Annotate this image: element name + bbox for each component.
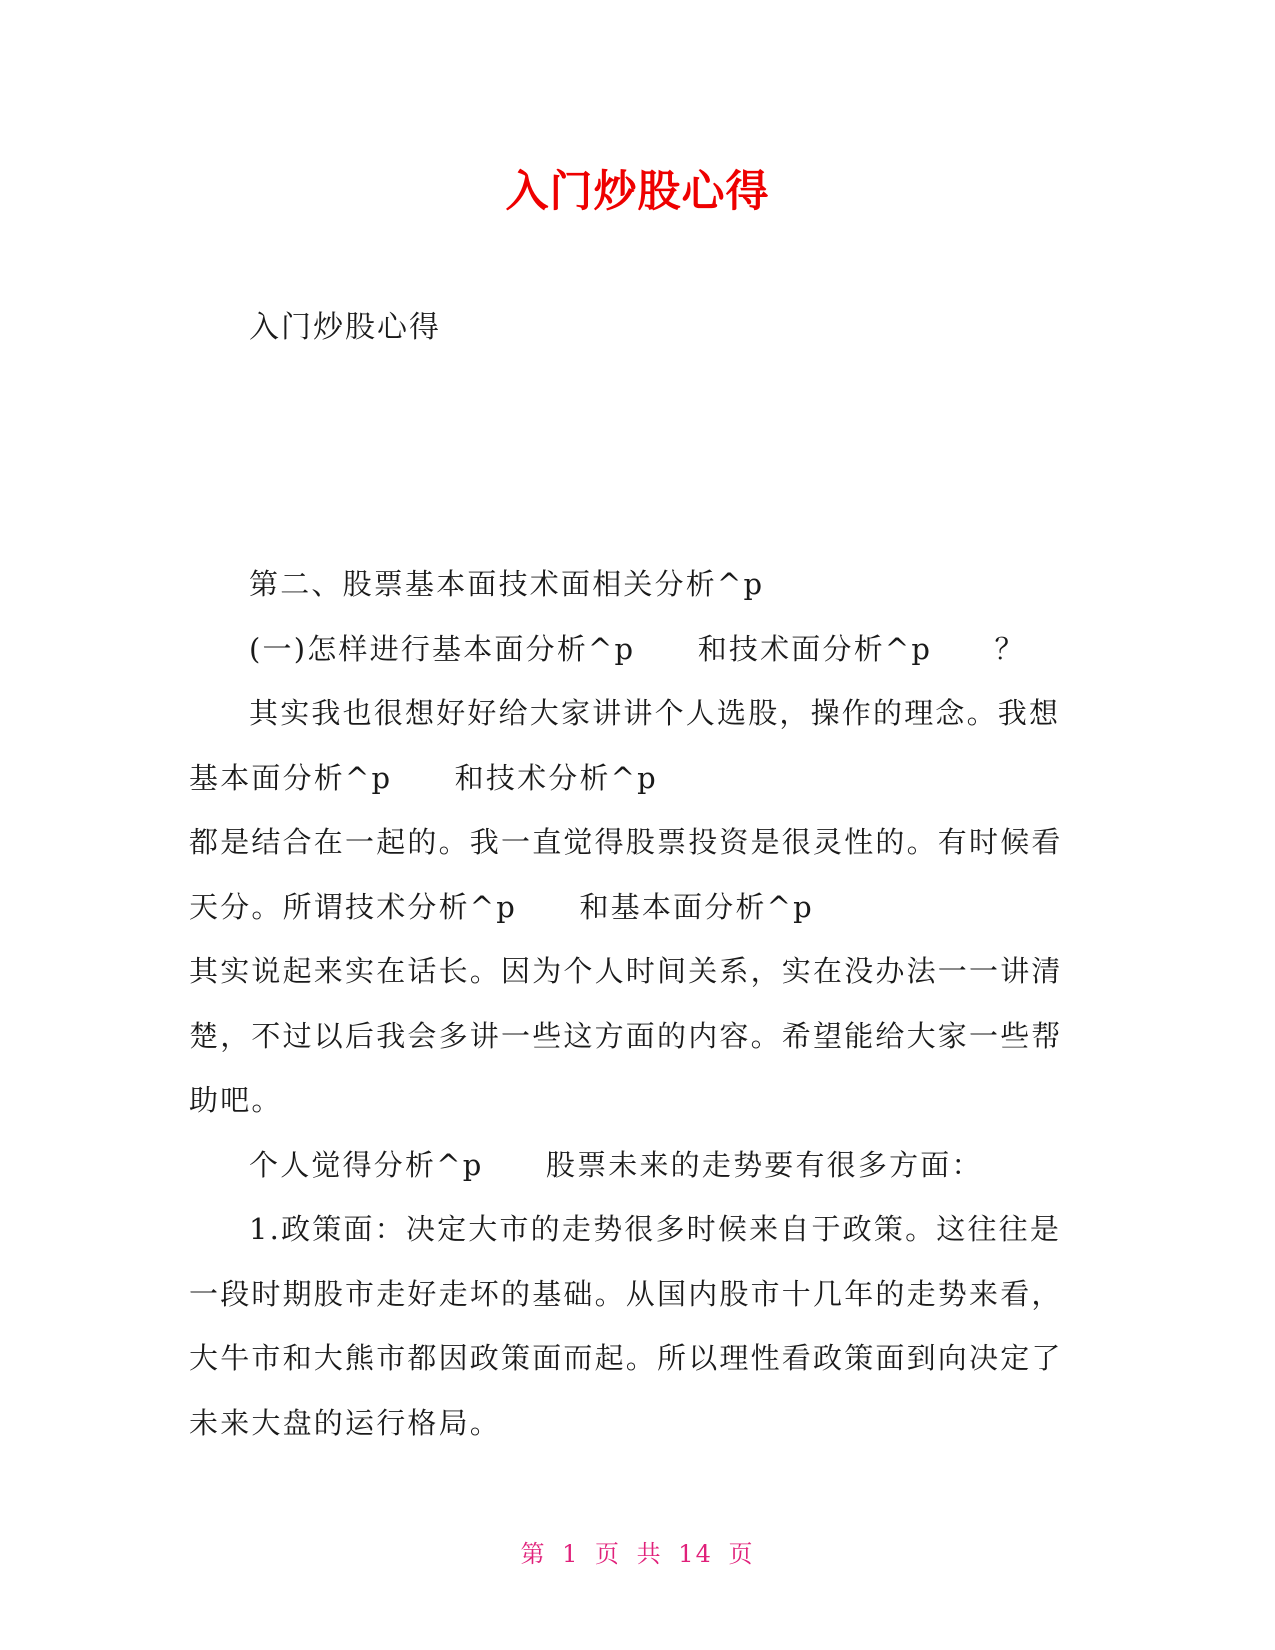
paragraph-1b: 都是结合在一起的。我一直觉得股票投资是很灵性的。有时候看天分。所谓技术分析^p 和基本面分析^p [189,825,1063,924]
document-title: 入门炒股心得 [505,167,770,217]
section-heading: 第二、股票基本面技术面相关分析^p [249,567,765,601]
paragraph-1c: 其实说起来实在话长。因为个人时间关系，实在没办法一一讲清楚，不过以后我会多讲一些这方面的内容。希望能给大家一些帮助吧。 [189,954,1063,1117]
question-line: (一)怎样进行基本面分析^p 和技术面分析^p ？ [249,631,1026,666]
document-body [189,552,1089,1455]
document-subtitle: 入门炒股心得 [249,310,441,345]
paragraph-3: 1.政策面：决定大市的走势很多时候来自于政策。这往往是一段时期股市走好走坏的基础。从国内股市十几年的走势来看，大牛市和大熊市都因政策面而起。所以理性看政策面到向决定了未来大盘的运行格局。 [189,1212,1063,1440]
paragraph-2: 个人觉得分析^p 股票未来的走势要有很多方面： [249,1147,983,1182]
paragraph-1a: 其实我也很想好好给大家讲讲个人选股，操作的理念。我想基本面分析^p 和技术分析^p [189,696,1061,795]
page-number-footer: 第 1 页 共 14 页 [520,1540,755,1568]
